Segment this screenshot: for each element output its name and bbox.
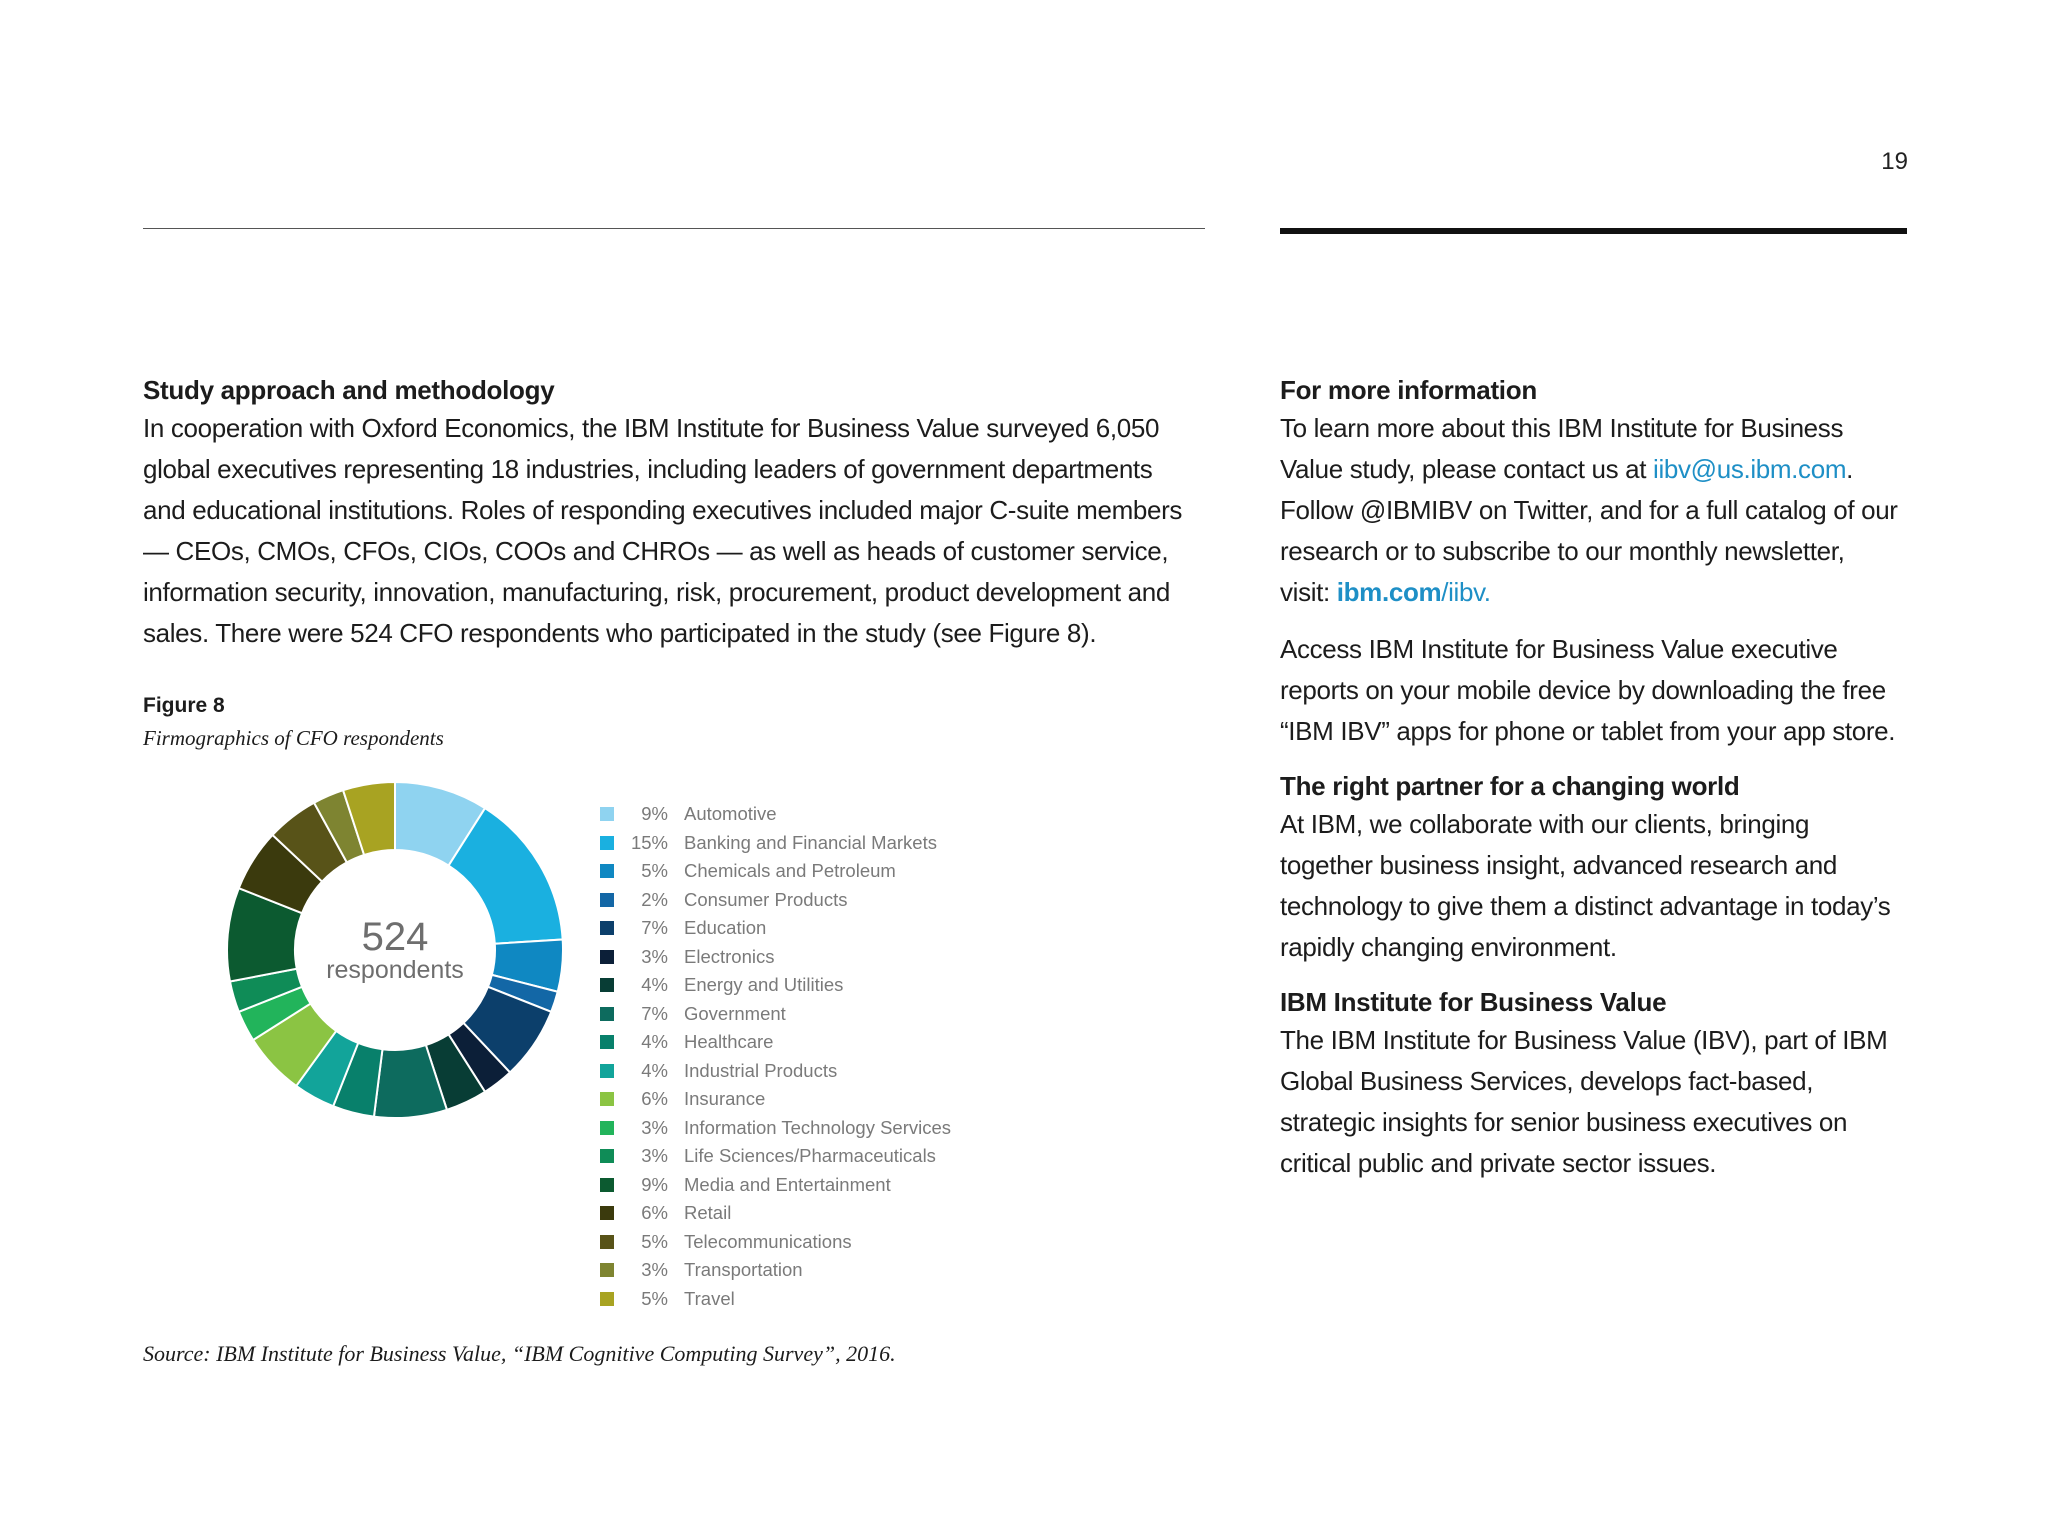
legend-label: Life Sciences/Pharmaceuticals	[684, 1145, 936, 1167]
legend-item	[600, 1114, 951, 1143]
legend-item	[600, 1228, 951, 1257]
more-info-line: To learn more about this IBM Institute for Business	[1280, 413, 1844, 443]
legend-swatch	[600, 1121, 614, 1135]
legend-swatch	[600, 807, 614, 821]
legend-swatch	[600, 1149, 614, 1163]
legend-percent: 3%	[641, 1116, 668, 1138]
ibv-heading: IBM Institute for Business Value	[1280, 987, 1667, 1017]
legend-item	[600, 1199, 951, 1228]
chart-legend	[600, 800, 951, 1313]
legend-percent: 15%	[630, 831, 668, 853]
figure-caption: Firmographics of CFO respondents	[143, 726, 444, 750]
ibv-line: The IBM Institute for Business Value (IBV), part of IBM	[1280, 1025, 1888, 1055]
access-line: “IBM IBV” apps for phone or tablet from your app store.	[1280, 716, 1896, 746]
ibv-line: strategic insights for senior business executives on	[1280, 1107, 1848, 1137]
methodology-heading: Study approach and methodology	[143, 375, 555, 405]
legend-label: Consumer Products	[684, 888, 848, 910]
methodology-section	[143, 372, 1223, 654]
legend-item	[600, 943, 951, 972]
legend-label: Telecommunications	[684, 1230, 852, 1252]
methodology-line: global executives representing 18 industries, including leaders of government departments	[143, 454, 1153, 484]
legend-item	[600, 800, 951, 829]
link-path[interactable]: /iibv.	[1441, 577, 1491, 607]
more-info-heading: For more information	[1280, 375, 1537, 405]
right-header-rule	[1280, 228, 1907, 234]
more-info-text: Value study, please contact us at	[1280, 454, 1654, 484]
legend-swatch	[600, 1263, 614, 1277]
legend-swatch	[600, 1092, 614, 1106]
ibm-website-link[interactable]	[1337, 577, 1491, 607]
legend-label: Automotive	[684, 803, 777, 825]
ibv-line: Global Business Services, develops fact-based,	[1280, 1066, 1814, 1096]
legend-percent: 4%	[641, 1059, 668, 1081]
legend-label: Travel	[684, 1287, 735, 1309]
legend-percent: 5%	[641, 1230, 668, 1252]
legend-percent: 6%	[641, 1202, 668, 1224]
donut-center-label: respondents	[326, 956, 464, 984]
more-info-text: .	[1846, 454, 1853, 484]
legend-percent: 5%	[641, 1287, 668, 1309]
legend-label: Chemicals and Petroleum	[684, 860, 896, 882]
access-line: Access IBM Institute for Business Value executive	[1280, 634, 1838, 664]
legend-label: Government	[684, 1002, 786, 1024]
partner-line: technology to give them a distinct advantage in today’s	[1280, 891, 1891, 921]
more-info-line: Follow @IBMIBV on Twitter, and for a full catalog of our	[1280, 495, 1898, 525]
donut-chart	[220, 775, 570, 1125]
legend-percent: 9%	[641, 1173, 668, 1195]
info-column	[1280, 372, 1920, 1184]
legend-label: Transportation	[684, 1259, 803, 1281]
legend-label: Energy and Utilities	[684, 974, 844, 996]
legend-swatch	[600, 1206, 614, 1220]
legend-item	[600, 886, 951, 915]
legend-percent: 6%	[641, 1088, 668, 1110]
legend-item	[600, 914, 951, 943]
legend-label: Healthcare	[684, 1031, 774, 1053]
legend-item	[600, 1057, 951, 1086]
legend-item	[600, 1171, 951, 1200]
legend-label: Banking and Financial Markets	[684, 831, 937, 853]
legend-swatch	[600, 921, 614, 935]
more-info-line	[1280, 449, 1920, 490]
legend-percent: 3%	[641, 945, 668, 967]
figure-source: Source: IBM Institute for Business Value, “IBM Cognitive Computing Survey”, 2016.	[143, 1341, 896, 1366]
legend-percent: 9%	[641, 803, 668, 825]
donut-center-value: 524	[361, 915, 429, 959]
email-link[interactable]: iibv@us.ibm.com	[1653, 454, 1847, 484]
legend-item	[600, 857, 951, 886]
legend-swatch	[600, 1064, 614, 1078]
methodology-line: sales. There were 524 CFO respondents who participated in the study (see Figure 8).	[143, 618, 1097, 648]
legend-percent: 4%	[641, 974, 668, 996]
legend-percent: 2%	[641, 888, 668, 910]
legend-percent: 3%	[641, 1259, 668, 1281]
legend-percent: 7%	[641, 1002, 668, 1024]
more-info-text: visit:	[1280, 577, 1337, 607]
legend-percent: 5%	[641, 860, 668, 882]
legend-label: Industrial Products	[684, 1059, 838, 1081]
legend-label: Information Technology Services	[684, 1116, 952, 1138]
legend-label: Insurance	[684, 1088, 766, 1110]
legend-swatch	[600, 950, 614, 964]
methodology-line: — CEOs, CMOs, CFOs, CIOs, COOs and CHROs — as well as heads of customer service,	[143, 536, 1169, 566]
legend-swatch	[600, 1235, 614, 1249]
legend-swatch	[600, 893, 614, 907]
legend-item	[600, 829, 951, 858]
legend-swatch	[600, 1178, 614, 1192]
legend-label: Electronics	[684, 945, 775, 967]
legend-swatch	[600, 836, 614, 850]
more-info-line	[1280, 572, 1920, 613]
partner-line: At IBM, we collaborate with our clients, bringing	[1280, 809, 1810, 839]
partner-heading: The right partner for a changing world	[1280, 771, 1740, 801]
legend-swatch	[600, 1292, 614, 1306]
legend-label: Retail	[684, 1202, 732, 1224]
legend-swatch	[600, 978, 614, 992]
legend-swatch	[600, 1035, 614, 1049]
figure-label: Figure 8	[143, 694, 225, 717]
access-line: reports on your mobile device by downloading the free	[1280, 675, 1886, 705]
methodology-line: and educational institutions. Roles of responding executives included major C-suite members	[143, 495, 1183, 525]
legend-item	[600, 1256, 951, 1285]
legend-item	[600, 1000, 951, 1029]
legend-item	[600, 971, 951, 1000]
legend-percent: 3%	[641, 1145, 668, 1167]
legend-item	[600, 1028, 951, 1057]
legend-item	[600, 1085, 951, 1114]
more-info-line: research or to subscribe to our monthly newsletter,	[1280, 536, 1845, 566]
legend-percent: 4%	[641, 1031, 668, 1053]
methodology-line: information security, innovation, manufacturing, risk, procurement, product development and	[143, 577, 1170, 607]
legend-item	[600, 1142, 951, 1171]
legend-label: Education	[684, 917, 767, 939]
page-number: 19	[1881, 148, 1908, 175]
legend-percent: 7%	[641, 917, 668, 939]
legend-label: Media and Entertainment	[684, 1173, 891, 1195]
link-domain[interactable]: ibm.com	[1336, 577, 1442, 607]
partner-line: together business insight, advanced research and	[1280, 850, 1838, 880]
ibv-line: critical public and private sector issues.	[1280, 1148, 1717, 1178]
legend-swatch	[600, 1007, 614, 1021]
methodology-line: In cooperation with Oxford Economics, the IBM Institute for Business Value surveyed 6,050	[143, 413, 1160, 443]
partner-line: rapidly changing environment.	[1280, 932, 1617, 962]
legend-swatch	[600, 864, 614, 878]
left-header-rule	[143, 228, 1205, 229]
legend-item	[600, 1285, 951, 1314]
